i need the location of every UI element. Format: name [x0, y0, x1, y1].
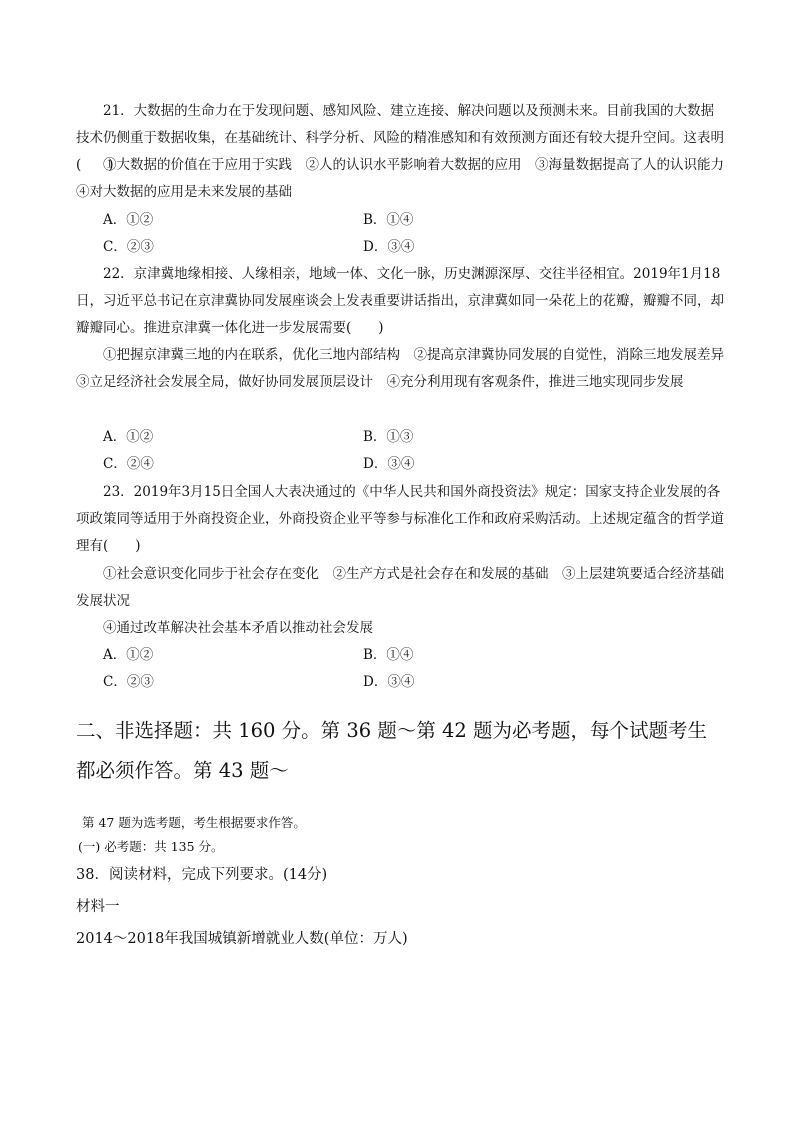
choice-c: C．②④ — [103, 456, 154, 472]
chart-caption: 2014～2018年我国城镇新增就业人数(单位：万人) — [76, 931, 408, 947]
choice-b: B．①④ — [363, 212, 414, 228]
choice-a: A．①② — [103, 212, 154, 228]
required-questions-heading: (一) 必考题：共 135 分。 — [78, 839, 224, 854]
question-22-choices-row2 — [103, 451, 703, 478]
choice-b: B．①③ — [363, 429, 414, 445]
choice-b: B．①④ — [363, 647, 414, 663]
choice-c: C．②③ — [103, 239, 154, 255]
question-38-stem: 38．阅读材料，完成下列要求。(14分) — [76, 867, 328, 883]
section-2-title: 二、非选择题：共 160 分。第 36 题～第 42 题为必考题，每个试题考生都必须作答。第 43 题～ — [76, 719, 708, 782]
question-22-options: ①把握京津冀三地的内在联系，优化三地内部结构 ②提高京津冀协同发展的自觉性，消除三地发展差异 ③立足经济社会发展全局，做好协同发展顶层设计 ④充分利用现有客观条件，推进三地实现同步发展 — [76, 347, 738, 390]
choice-a: A．①② — [103, 429, 154, 445]
question-21-choices-row2 — [103, 234, 703, 261]
question-22-choices-row1 — [103, 424, 703, 451]
choice-d: D．③④ — [363, 674, 415, 690]
choice-d: D．③④ — [363, 239, 415, 255]
section-2-note: 第 47 题为选考题，考生根据要求作答。 — [82, 815, 306, 830]
question-21-stem: 21．大数据的生命力在于发现问题、感知风险、建立连接、解决问题以及预测未来。目前我国的大数据技术仍侧重于数据收集，在基础统计、科学分析、风险的精准感知和有效预测方面还有较大提升空间。这表明( ) — [76, 103, 724, 173]
choice-c: C．②③ — [103, 674, 154, 690]
question-23-options: ①社会意识变化同步于社会存在变化 ②生产方式是社会存在和发展的基础 ③上层建筑要适合经济基础发展状况 — [76, 566, 724, 609]
choice-a: A．①② — [103, 647, 154, 663]
question-23-choices-row2 — [103, 669, 703, 696]
question-23-choices-row1 — [103, 642, 703, 669]
choice-d: D．③④ — [363, 456, 415, 472]
question-22-stem: 22．京津冀地缘相接、人缘相亲，地域一体、文化一脉，历史渊源深厚、交往半径相宜。2019年1月18日，习近平总书记在京津冀协同发展座谈会上发表重要讲话指出，京津冀如同一朵花上的花瓣，瓣瓣不同，却瓣瓣同心。推进京津冀一体化进一步发展需要( ) — [76, 266, 724, 336]
material-label: 材料一 — [76, 899, 120, 915]
question-21-options: ①大数据的价值在于应用于实践 ②人的认识水平影响着大数据的应用 ③海量数据提高了人的认识能力 ④对大数据的应用是未来发展的基础 — [76, 157, 738, 200]
question-23-option4: ④通过改革解决社会基本矛盾以推动社会发展 — [103, 620, 373, 636]
question-23-stem: 23．2019年3月15日全国人大表决通过的《中华人民共和国外商投资法》规定：国家支持企业发展的各项政策同等适用于外商投资企业，外商投资企业平等参与标准化工作和政府采购活动。上述规定蕴含的哲学道理有( ) — [76, 484, 724, 554]
question-21-choices-row1 — [103, 207, 703, 234]
